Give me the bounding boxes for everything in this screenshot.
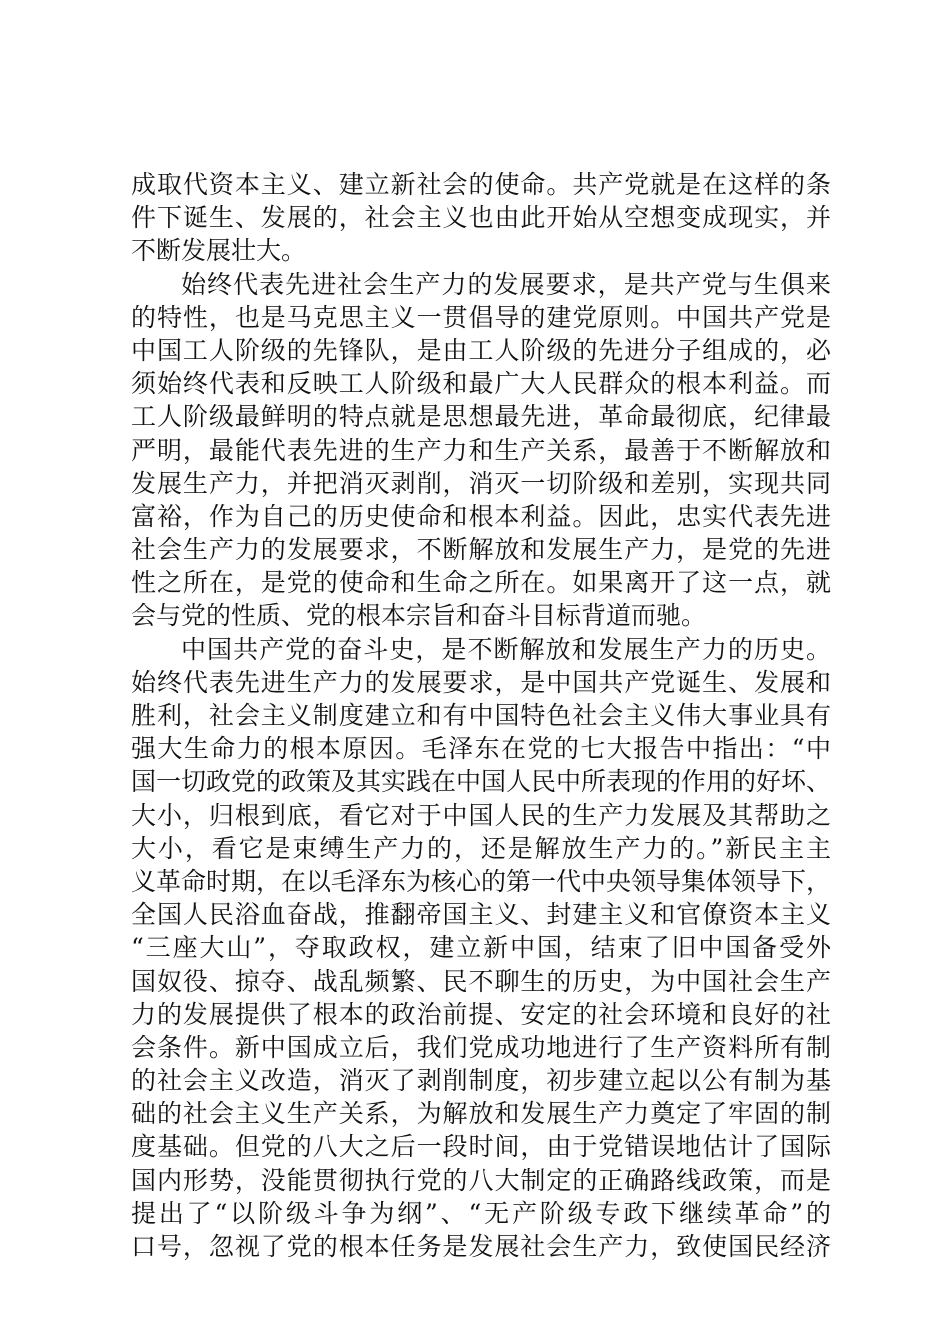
text-line: 国一切政党的政策及其实践在中国人民中所表现的作用的好坏、: [131, 767, 832, 797]
text-line: 胜利，社会主义制度建立和有中国特色社会主义伟大事业具有: [131, 701, 831, 730]
text-line: 须始终代表和反映工人阶级和最广大人民群众的根本利益。而: [131, 369, 831, 399]
text-line: 国奴役、掠夺、战乱频繁、民不聊生的历史，为中国社会生产: [131, 966, 831, 996]
text-line: 社会生产力的发展要求，不断解放和发展生产力，是党的先进: [131, 535, 831, 565]
text-line: 力的发展提供了根本的政治前提、安定的社会环境和良好的社: [131, 999, 831, 1029]
text-line: 度基础。但党的八大之后一段时间，由于党错误地估计了国际: [131, 1132, 831, 1162]
text-line: 强大生命力的根本原因。毛泽东在党的七大报告中指出：“中: [131, 734, 831, 764]
text-line: 提出了“以阶级斗争为纲”、“无产阶级专政下继续革命”的: [131, 1198, 831, 1228]
text-line: 富裕，作为自己的历史使命和根本利益。因此，忠实代表先进: [131, 501, 831, 531]
text-line: 不断发展壮大。: [131, 236, 307, 266]
text-line: 工人阶级最鲜明的特点就是思想最先进，革命最彻底，纪律最: [131, 402, 831, 432]
text-line: “三座大山”，夺取政权，建立新中国，结束了旧中国备受外: [131, 933, 831, 963]
text-line: 全国人民浴血奋战，推翻帝国主义、封建主义和官僚资本主义: [131, 900, 831, 930]
text-line: 础的社会主义生产关系，为解放和发展生产力奠定了牢固的制: [131, 1099, 831, 1129]
text-line: 义革命时期，在以毛泽东为核心的第一代中央领导集体领导下，: [131, 866, 832, 896]
text-line: 中国共产党的奋斗史，是不断解放和发展生产力的历史。: [181, 634, 831, 664]
text-line: 会条件。新中国成立后，我们党成功地进行了生产资料所有制: [131, 1032, 831, 1062]
text-line: 口号，忽视了党的根本任务是发展社会生产力，致使国民经济: [131, 1232, 831, 1261]
text-line: 大小，归根到底，看它对于中国人民的生产力发展及其帮助之: [131, 800, 831, 830]
text-line: 始终代表先进社会生产力的发展要求，是共产党与生俱来: [181, 269, 831, 299]
text-line: 会与党的性质、党的根本宗旨和奋斗目标背道而驰。: [131, 601, 707, 631]
text-line: 始终代表先进生产力的发展要求，是中国共产党诞生、发展和: [131, 667, 831, 697]
text-line: 性之所在，是党的使命和生命之所在。如果离开了这一点，就: [131, 568, 831, 598]
text-line: 发展生产力，并把消灭剥削，消灭一切阶级和差别，实现共同: [131, 468, 831, 498]
text-line: 成取代资本主义、建立新社会的使命。共产党就是在这样的条: [131, 170, 831, 199]
text-line: 的特性，也是马克思主义一贯倡导的建党原则。中国共产党是: [131, 302, 831, 332]
text-line: 件下诞生、发展的，社会主义也由此开始从空想变成现实，并: [131, 203, 831, 233]
body-text: [131, 168, 831, 1263]
text-line: 严明，最能代表先进的生产力和生产关系，最善于不断解放和: [131, 435, 831, 465]
text-line: 大小，看它是束缚生产力的，还是解放生产力的。”新民主主: [131, 833, 831, 863]
text-line: 中国工人阶级的先锋队，是由工人阶级的先进分子组成的，必: [131, 335, 831, 365]
text-line: 的社会主义改造，消灭了剥削制度，初步建立起以公有制为基: [131, 1066, 831, 1096]
text-line: 国内形势，没能贯彻执行党的八大制定的正确路线政策，而是: [131, 1165, 831, 1195]
